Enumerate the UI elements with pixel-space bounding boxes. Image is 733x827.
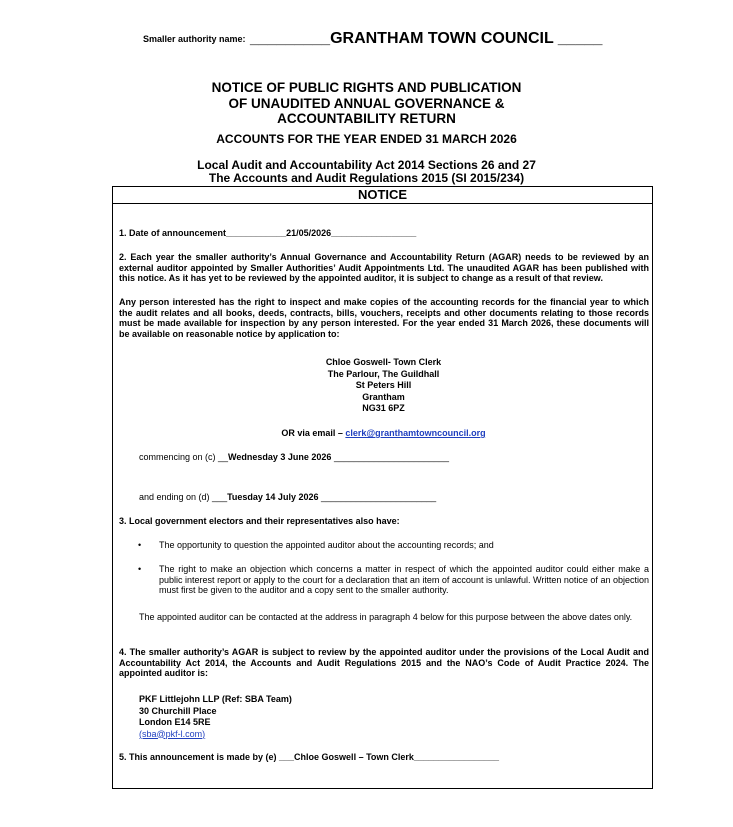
announcement-date: 1. Date of announcement____________21/05/2026_________________ bbox=[119, 228, 417, 238]
commencing-date: Wednesday 3 June 2026 bbox=[228, 452, 332, 462]
auditor-contact-note: The appointed auditor can be contacted at the address in paragraph 4 below for this purpose between the above dates only. bbox=[139, 612, 633, 622]
auditor-address bbox=[139, 694, 539, 740]
ending-date-line bbox=[139, 492, 639, 503]
address-line: Grantham bbox=[362, 391, 405, 402]
address-line: The Parlour, The Guildhall bbox=[327, 368, 440, 379]
paragraph-5-announcement: 5. This announcement is made by (e) ___Chloe Goswell – Town Clerk_________________ bbox=[119, 752, 499, 762]
clerk-email-link[interactable]: clerk@granthamtowncouncil.org bbox=[345, 428, 486, 438]
auditor-line: London E14 5RE bbox=[139, 717, 211, 727]
rights-bullet-question: The opportunity to question the appointed auditor about the accounting records; and bbox=[159, 540, 494, 550]
paragraph-2-inspection: Any person interested has the right to inspect and make copies of the accounting records for the financial year to which the audit relates and all books, deeds, contracts, bills, vouchers, receipts and other documents relating to those records must be made available for inspection by any person interested. For the year ended 31 March 2026, these documents will be available on reasonable notice by application to: bbox=[119, 297, 649, 339]
legislation-line-2: The Accounts and Audit Regulations 2015 (SI 2015/234) bbox=[208, 171, 525, 185]
paragraph-3-heading: 3. Local government electors and their representatives also have: bbox=[119, 516, 400, 526]
accounts-year-subtitle: ACCOUNTS FOR THE YEAR ENDED 31 MARCH 2026 bbox=[216, 132, 517, 146]
notice-box bbox=[112, 186, 653, 789]
title-line-2: OF UNAUDITED ANNUAL GOVERNANCE & bbox=[228, 95, 505, 111]
email-prefix: OR via email – bbox=[281, 428, 346, 438]
legislation-line-1: Local Audit and Accountability Act 2014 Sections 26 and 27 bbox=[197, 158, 536, 172]
authority-name-line bbox=[143, 30, 602, 48]
address-line: Chloe Goswell- Town Clerk bbox=[325, 357, 442, 367]
paragraph-2-intro: 2. Each year the smaller authority’s Annual Governance and Accountability Return (AGAR) needs to be reviewed by an external auditor appointed by Smaller Authorities’ Audit Appointments Ltd. The unaudited AGAR has been published with this notice. As it has yet to be reviewed by the appointed auditor, it is subject to change as a result of that review. bbox=[119, 252, 649, 283]
authority-name-value: _________GRANTHAM TOWN COUNCIL _____ bbox=[249, 30, 603, 47]
commencing-date-line bbox=[139, 452, 639, 463]
clerk-address bbox=[113, 357, 654, 415]
rights-bullet-objection: The right to make an objection which concerns a matter in respect of which the appointed auditor could either make a public interest report or apply to the court for a declaration that an item of account is unlawful. Written notice of an objection must first be given to the auditor and a copy sent to the smaller authority. bbox=[159, 564, 649, 595]
email-line bbox=[113, 428, 654, 439]
commencing-underline: _______________________ bbox=[331, 452, 450, 462]
bullet-icon: • bbox=[138, 564, 142, 574]
ending-date: Tuesday 14 July 2026 bbox=[227, 492, 319, 502]
title-line-1: NOTICE OF PUBLIC RIGHTS AND PUBLICATION bbox=[211, 80, 522, 95]
commencing-label: commencing on (c) __ bbox=[139, 452, 229, 462]
title-line-3: ACCOUNTABILITY RETURN bbox=[277, 111, 456, 126]
authority-name-label: Smaller authority name: bbox=[143, 34, 246, 44]
notice-heading: NOTICE bbox=[113, 187, 652, 204]
ending-underline: _______________________ bbox=[318, 492, 437, 502]
bullet-icon: • bbox=[138, 540, 142, 550]
notice-title bbox=[0, 80, 733, 127]
auditor-line: 30 Churchill Place bbox=[139, 705, 217, 716]
auditor-line: PKF Littlejohn LLP (Ref: SBA Team) bbox=[139, 694, 292, 704]
auditor-email-link[interactable]: (sba@pkf-l.com) bbox=[139, 728, 206, 739]
legislation-reference bbox=[0, 159, 733, 185]
address-line: NG31 6PZ bbox=[362, 403, 405, 413]
ending-label: and ending on (d) ___ bbox=[139, 492, 228, 502]
address-line: St Peters Hill bbox=[355, 380, 412, 390]
paragraph-4-auditor: 4. The smaller authority’s AGAR is subject to review by the appointed auditor under the provisions of the Local Audit and Accountability Act 2014, the Accounts and Audit Regulations 2015 and the NAO’s Code of Audit Practice 2024. The appointed auditor is: bbox=[119, 647, 649, 678]
